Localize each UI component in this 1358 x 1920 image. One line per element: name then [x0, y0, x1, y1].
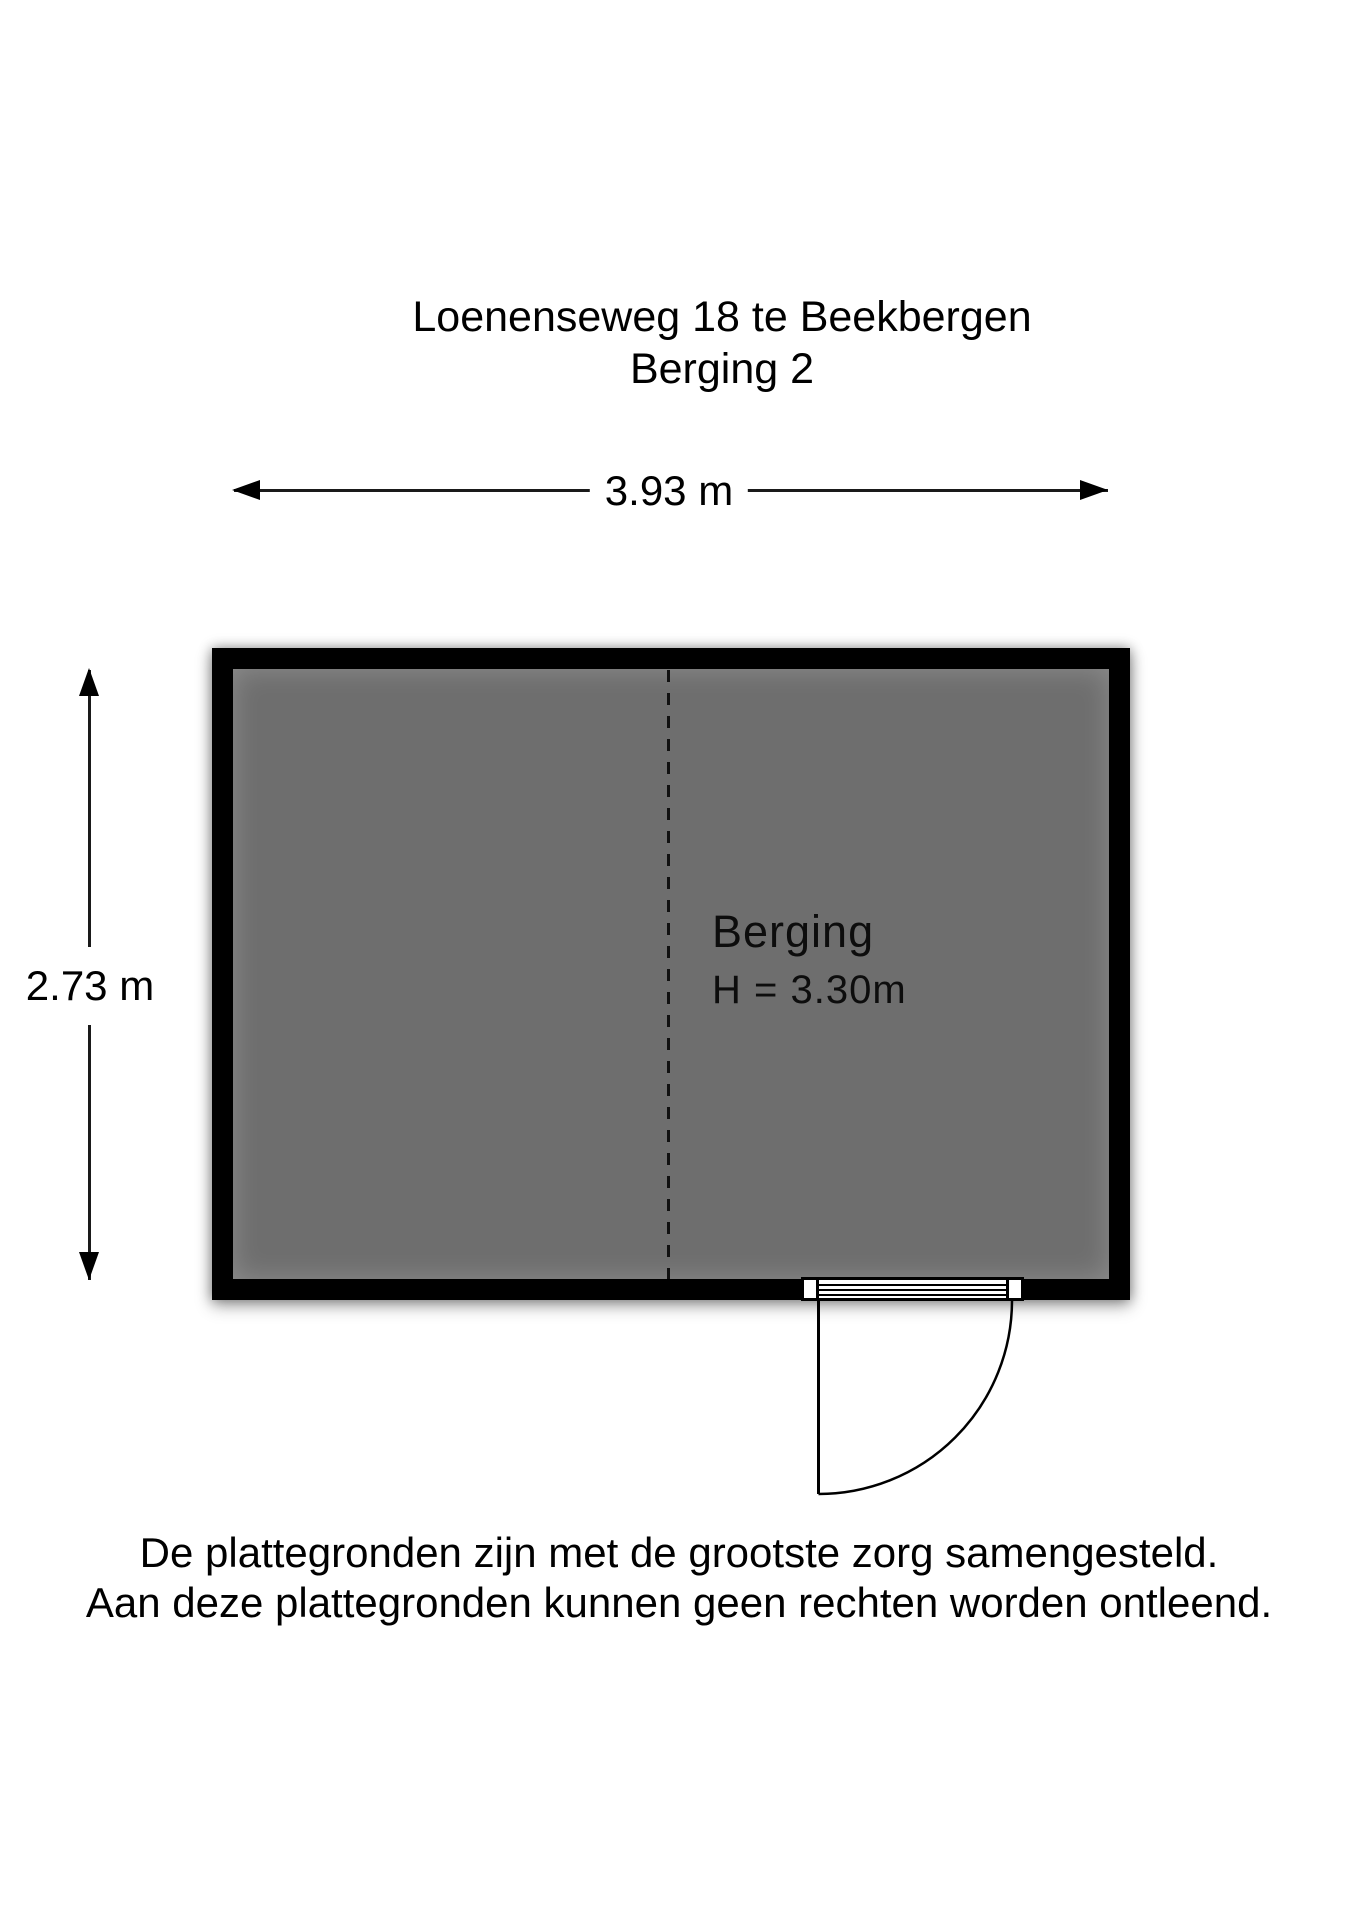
arrowhead-up-icon: [79, 668, 99, 696]
room-divider-dashed-line: [667, 670, 670, 1279]
room-name-label: Berging: [712, 906, 875, 957]
arrowhead-down-icon: [79, 1252, 99, 1280]
title-address: Loenenseweg 18 te Beekbergen: [412, 293, 1032, 341]
height-dimension-label: 2.73 m: [21, 947, 159, 1025]
door-jamb-left: [801, 1277, 819, 1301]
disclaimer-line-1: De plattegronden zijn met de grootste zorg samengesteld.: [139, 1529, 1219, 1576]
door-swing-arc: [819, 1301, 1013, 1494]
disclaimer-line-2: Aan deze plattegronden kunnen geen rechten worden ontleend.: [85, 1579, 1273, 1626]
room-outline-walls: [212, 648, 1130, 1300]
door-jamb-right: [1006, 1277, 1024, 1301]
arrowhead-right-icon: [1080, 480, 1108, 500]
door-threshold: [819, 1277, 1006, 1301]
ceiling-height-label: H = 3.30m: [712, 968, 907, 1012]
page-title: [412, 291, 1031, 395]
arrowhead-left-icon: [232, 480, 260, 500]
width-dimension-label: 3.93 m: [590, 465, 748, 517]
title-room: Berging 2: [629, 345, 815, 393]
disclaimer: [0, 1528, 1358, 1628]
floor-area: [233, 669, 1109, 1279]
